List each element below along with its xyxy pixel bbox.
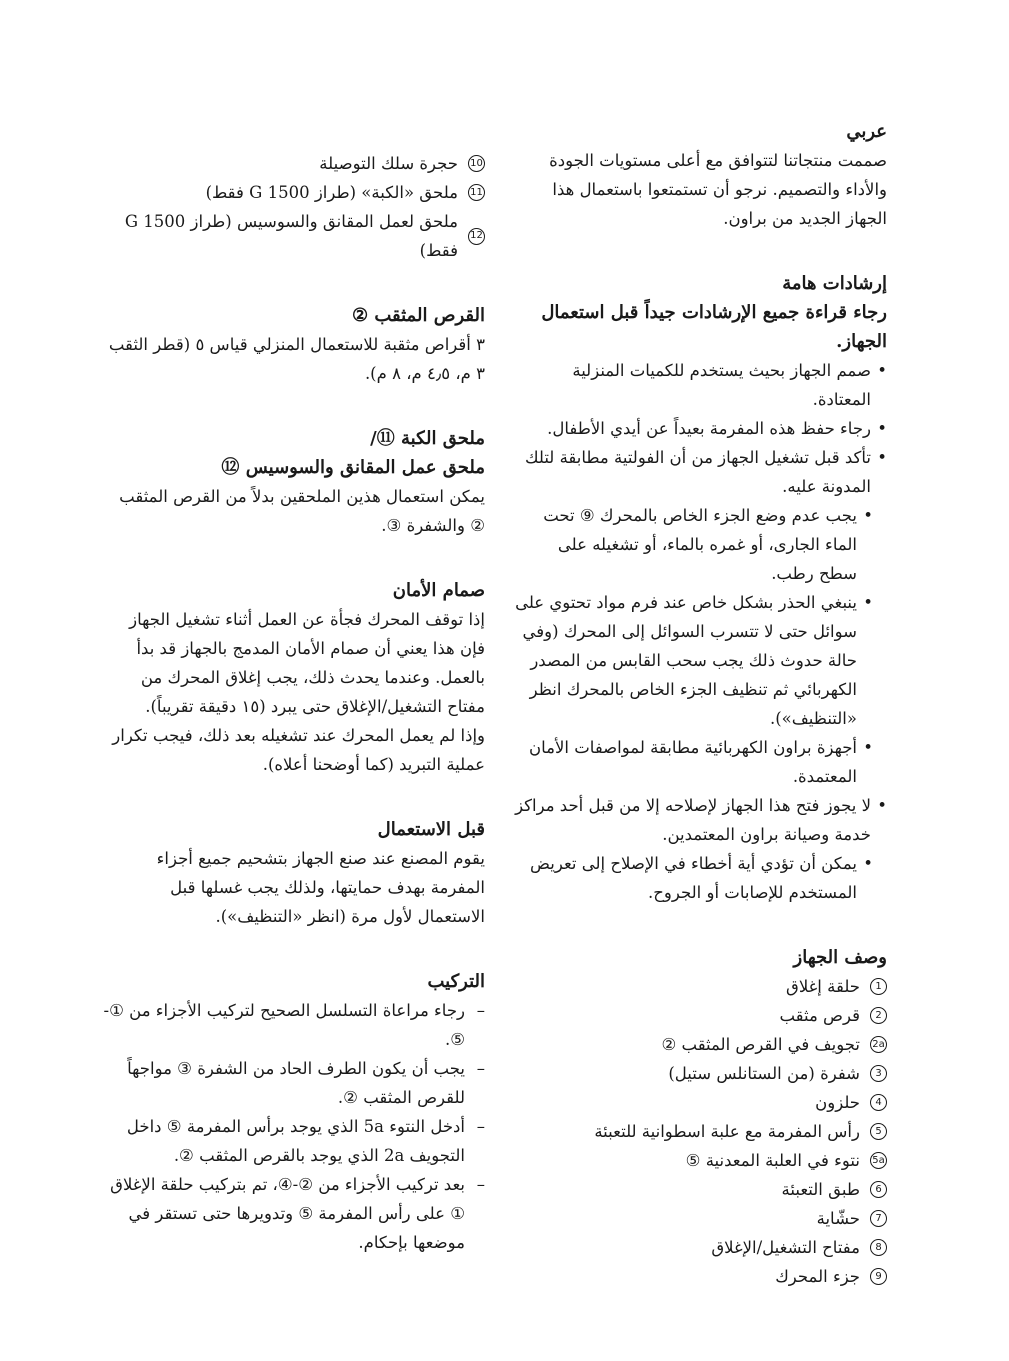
part-number-badge: 5 (870, 1123, 887, 1140)
part-label: مفتاح التشغيل/الإغلاق (711, 1238, 860, 1257)
part-item (515, 1117, 887, 1146)
before-use-heading: قبل الاستعمال (377, 819, 485, 840)
left-column (103, 149, 485, 1257)
important-heading: إرشادات هامة (782, 273, 887, 294)
attachments-heading-2: ملحق عمل المقانق والسوسيس ⑫ (221, 457, 485, 478)
part-number-badge: 11 (468, 184, 485, 201)
safety-text-1: إذا توقف المحرك فجأة عن العمل أثناء تشغيل الجهاز فإن هذا يعني أن صمام الأمان المدمج بالجهاز قد بدأ بالعمل. وعندما يحدث ذلك، يجب إغلاق المحرك من مفتاح التشغيل/الإغلاق حتى يبرد (١٥ دقيقة تقريباً). (129, 610, 485, 716)
list-item: • أجهزة براون الكهربائية مطابقة لمواصفات الأمان المعتمدة. (515, 733, 887, 791)
part-label: قرص مثقب (779, 1006, 860, 1025)
assembly-heading: التركيب (427, 971, 485, 992)
right-column (515, 118, 887, 1291)
part-label: شفرة (من الستانلس ستيل) (668, 1064, 860, 1083)
parts-list-continued (103, 149, 485, 265)
attachments-text: يمكن استعمال هذين الملحقين بدلاً من القرص المثقب ② والشفرة ③. (119, 487, 485, 535)
part-number-badge: 2a (870, 1036, 887, 1053)
attachments-heading-1: ملحق الكبة ⑪/ (370, 428, 485, 449)
part-label: نتوء في العلبة المعدنية ⑤ (685, 1151, 860, 1170)
parts-list (515, 972, 887, 1291)
list-item: • لا يجوز فتح هذا الجهاز لإصلاحه إلا من قبل أحد مراكز خدمة وصيانة براون المعتمدين. (515, 791, 887, 849)
part-label: ملحق «الكبة» (طراز G 1500 فقط) (205, 183, 458, 202)
part-label: جزء المحرك (775, 1267, 860, 1286)
part-label: رأس المفرمة مع علبة اسطوانية للتعبئة (594, 1122, 860, 1141)
part-item (515, 1175, 887, 1204)
part-number-badge: 8 (870, 1239, 887, 1256)
part-item (515, 1146, 887, 1175)
assembly-steps (103, 996, 485, 1257)
list-item: – أدخل النتوء 5a الذي يوجد برأس المفرمة ⑤ داخل التجويف 2a الذي يوجد بالقرص المثقب ②. (103, 1112, 485, 1170)
part-item (515, 1233, 887, 1262)
list-item: • يجب عدم وضع الجزء الخاص بالمحرك ⑨ تحت الماء الجارى، أو غمره بالماء، أو تشغيله على سطح رطب. (515, 501, 887, 588)
safety-text-2: وإذا لم يعمل المحرك عند تشغيله بعد ذلك، فيجب تكرار عملية التبريد (كما أوضحنا أعلاه). (112, 726, 485, 774)
part-number-badge: 3 (870, 1065, 887, 1082)
before-use-text: يقوم المصنع عند صنع الجهاز بتشحيم جميع أجزاء المفرمة بهدف حمايتها، ولذلك يجب غسلها قبل الاستعمال لأول مرة (انظر «التنظيف»). (156, 849, 485, 926)
part-item (515, 1001, 887, 1030)
part-number-badge: 10 (468, 155, 485, 172)
part-item (515, 972, 887, 1001)
part-label: تجويف في القرص المثقب ② (661, 1035, 860, 1054)
part-item (103, 207, 485, 265)
list-item: • ينبغي الحذر بشكل خاص عند فرم مواد تحتوي على سوائل حتى لا تتسرب السوائل إلى المحرك (وفي حالة حدوث ذلك يجب سحب القابس من المصدر الكهربائي ثم تنظيف الجزء الخاص بالمحرك انظر «التنظيف»). (515, 588, 887, 733)
part-item (103, 149, 485, 178)
list-item: – بعد تركيب الأجزاء من ②-④، تم بتركيب حلقة الإغلاق ① على رأس المفرمة ⑤ وتدويرها حتى تستقر في موضعها بإحكام. (103, 1170, 485, 1257)
list-item: – يجب أن يكون الطرف الحاد من الشفرة ③ مواجهاً للقرص المثقب ②. (103, 1054, 485, 1112)
part-label: حجرة سلك التوصيلة (319, 154, 458, 173)
part-number-badge: 5a (870, 1152, 887, 1169)
part-label: ملحق لعمل المقانق والسوسيس (طراز G 1500 فقط) (124, 212, 458, 260)
part-number-badge: 12 (468, 228, 485, 245)
intro-text: صممت منتجاتنا لتتوافق مع أعلى مستويات الجودة والأداء والتصميم. نرجو أن تستمتعوا باستعمال هذا الجهاز الجديد من براون. (549, 151, 887, 228)
part-label: حلقة إغلاق (786, 977, 860, 996)
part-item (515, 1088, 887, 1117)
part-label: حشّاية (816, 1209, 860, 1228)
part-item (103, 178, 485, 207)
part-item (515, 1030, 887, 1059)
part-label: طبق التعبئة (781, 1180, 860, 1199)
part-number-badge: 6 (870, 1181, 887, 1198)
important-list (515, 356, 887, 907)
list-item: • صمم الجهاز بحيث يستخدم للكميات المنزلية المعتادة. (515, 356, 887, 414)
part-number-badge: 9 (870, 1268, 887, 1285)
list-item: • رجاء حفظ هذه المفرمة بعيداً عن أيدي الأطفال. (515, 414, 887, 443)
disc-heading: القرص المثقب ② (351, 305, 485, 326)
part-item (515, 1059, 887, 1088)
part-item (515, 1262, 887, 1291)
list-item: • يمكن أن تؤدي أية أخطاء في الإصلاح إلى تعريض المستخدم للإصابات أو الجروح. (515, 849, 887, 907)
description-heading: وصف الجهاز (793, 947, 887, 968)
part-label: حلزون (815, 1093, 860, 1112)
language-title: عربي (846, 121, 887, 142)
part-number-badge: 4 (870, 1094, 887, 1111)
disc-text: ٣ أقراص مثقبة للاستعمال المنزلي قياس ٥ (قطر الثقب ٣ م، ٤٫٥ م، ٨ م). (108, 335, 485, 383)
part-number-badge: 2 (870, 1007, 887, 1024)
list-item: – رجاء مراعاة التسلسل الصحيح لتركيب الأجزاء من ①-⑤. (103, 996, 485, 1054)
list-item: • تأكد قبل تشغيل الجهاز من أن الفولتية مطابقة لتلك المدونة عليه. (515, 443, 887, 501)
important-subheading: رجاء قراءة جميع الإرشادات جيداً قبل استعمال الجهاز. (541, 302, 887, 352)
part-item (515, 1204, 887, 1233)
part-number-badge: 1 (870, 978, 887, 995)
safety-heading: صمام الأمان (392, 580, 485, 601)
part-number-badge: 7 (870, 1210, 887, 1227)
